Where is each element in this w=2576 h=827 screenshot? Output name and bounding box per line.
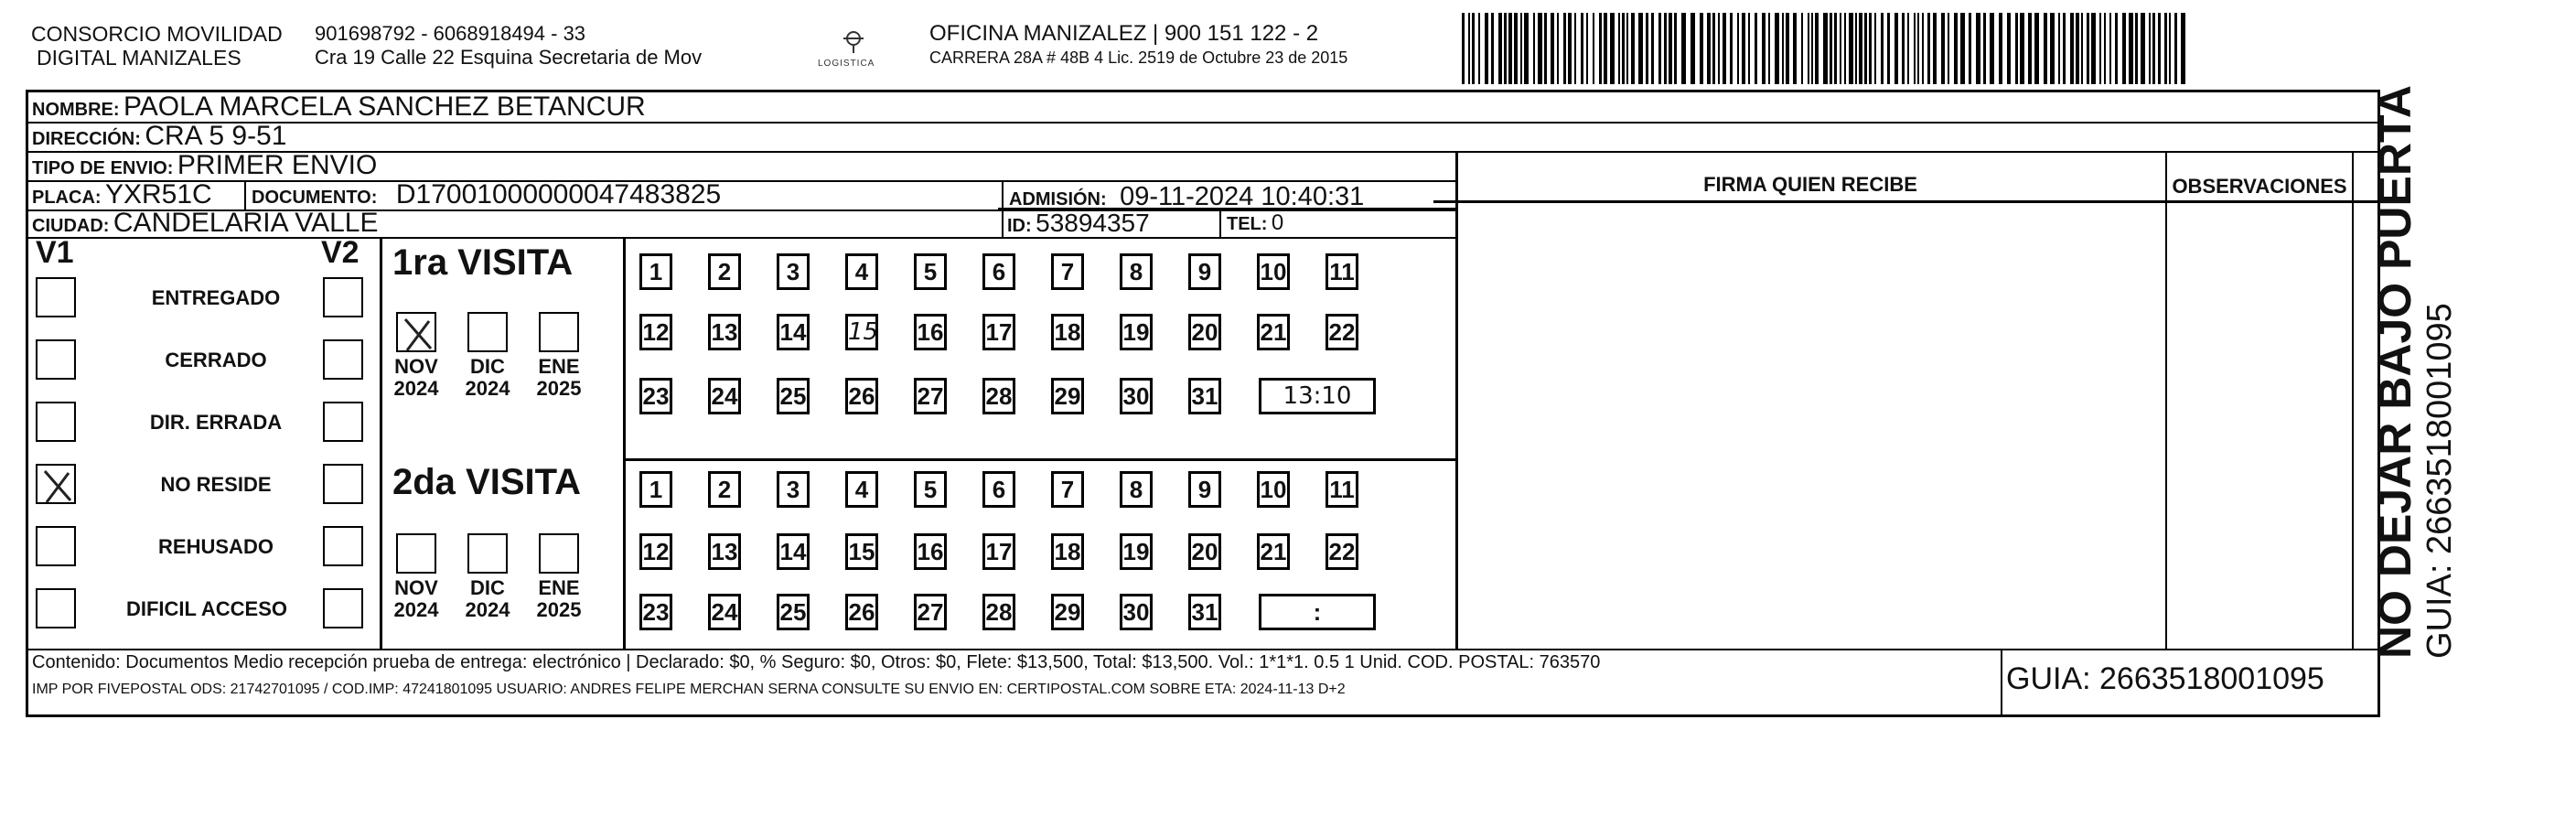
day-box[interactable]: 31	[1188, 378, 1221, 414]
admision-value: 09-11-2024 10:40:31	[1120, 182, 1365, 211]
status-label: REHUSADO	[158, 535, 274, 558]
v2-checkbox[interactable]	[323, 402, 363, 442]
placa-label: PLACA:	[32, 188, 102, 208]
day-box[interactable]: 7	[1051, 471, 1084, 508]
month-checkbox[interactable]	[539, 312, 579, 352]
day-box[interactable]: 18	[1051, 314, 1084, 350]
day-box[interactable]: 15	[845, 314, 878, 350]
footer-print-info: IMP POR FIVEPOSTAL ODS: 21742701095 / COD.IMP: 47241801095 USUARIO: ANDRES FELIPE MERCHAN SERNA CONSULTE SU ENVIO EN: CERTIPOSTAL.COM SOBRE ETA: 2024-11-13 D+2	[32, 682, 1346, 697]
day-box[interactable]: 20	[1188, 533, 1221, 570]
tipo-envio-label: TIPO DE ENVIO:	[32, 158, 174, 178]
month-checkbox[interactable]	[396, 312, 436, 352]
day-box[interactable]: 25	[777, 594, 810, 630]
day-box[interactable]: 21	[1257, 314, 1290, 350]
status-label: ENTREGADO	[151, 286, 281, 309]
visit2-months	[381, 460, 623, 649]
placa-value: YXR51C	[105, 179, 212, 209]
v2-checkbox[interactable]	[323, 339, 363, 380]
day-box[interactable]: 9	[1188, 471, 1221, 508]
v1-checkbox[interactable]	[36, 339, 76, 380]
v1-checkbox[interactable]	[36, 277, 76, 317]
v2-checkbox[interactable]	[323, 464, 363, 504]
side-notice-guia: GUIA: 2663518001095	[2420, 303, 2459, 659]
day-box[interactable]: 25	[777, 378, 810, 414]
handwritten-x-mark-icon	[398, 314, 438, 354]
day-box[interactable]: 10	[1257, 253, 1290, 290]
visit1-days	[625, 239, 1455, 458]
day-box[interactable]: 8	[1120, 471, 1153, 508]
firma-header: FIRMA QUIEN RECIBE	[1703, 173, 1917, 196]
time-box[interactable]: 13:10	[1259, 378, 1376, 414]
nombre-label: NOMBRE:	[32, 100, 120, 120]
day-box[interactable]: 1	[639, 253, 672, 290]
day-box[interactable]: 22	[1326, 314, 1358, 350]
day-box[interactable]: 27	[914, 594, 947, 630]
day-box[interactable]: 6	[982, 471, 1015, 508]
company-phones: 901698792 - 6068918494 - 33	[315, 22, 586, 45]
day-box[interactable]: 4	[845, 471, 878, 508]
day-box[interactable]: 23	[639, 594, 672, 630]
direccion-label: DIRECCIÓN:	[32, 129, 141, 149]
day-box[interactable]: 1	[639, 471, 672, 508]
handwritten-x-mark-icon	[38, 466, 78, 506]
side-notice	[2369, 85, 2459, 659]
month-label: ENE 2025	[536, 355, 582, 400]
month-label: ENE 2025	[536, 576, 582, 621]
month-label: DIC 2024	[465, 355, 510, 400]
day-box[interactable]: 20	[1188, 314, 1221, 350]
tel-value: 0	[1271, 210, 1284, 235]
status-label: DIFICIL ACCESO	[125, 597, 287, 620]
office-line2: CARRERA 28A # 48B 4 Lic. 2519 de Octubre 23 de 2015	[929, 48, 1348, 67]
day-box[interactable]: 9	[1188, 253, 1221, 290]
day-box[interactable]: 18	[1051, 533, 1084, 570]
day-box[interactable]: 17	[982, 314, 1015, 350]
company-address: Cra 19 Calle 22 Esquina Secretaria de Mov	[315, 46, 703, 69]
side-notice-title: NO DEJAR BAJO PUERTA	[2369, 85, 2420, 659]
day-box[interactable]: 28	[982, 594, 1015, 630]
day-box[interactable]: 26	[845, 594, 878, 630]
day-box[interactable]: 29	[1051, 594, 1084, 630]
day-box[interactable]: 19	[1120, 314, 1153, 350]
day-box[interactable]: 24	[708, 594, 741, 630]
day-box[interactable]: 17	[982, 533, 1015, 570]
tipo-envio-value: PRIMER ENVIO	[177, 150, 378, 180]
day-box[interactable]: 12	[639, 314, 672, 350]
footer-content: Contenido: Documentos Medio recepción prueba de entrega: electrónico | Declarado: $0, % Seguro: $0, Otros: $0, Flete: $13,500, Total: $13,500. Vol.: 1*1*1. 0.5 1 Unid. COD. POSTAL: 763570	[32, 652, 1601, 672]
day-box[interactable]: 2	[708, 471, 741, 508]
logo-text: LOGISTICA	[818, 59, 875, 69]
day-box[interactable]: 30	[1120, 594, 1153, 630]
v2-checkbox[interactable]	[323, 588, 363, 628]
day-box[interactable]: 13	[708, 533, 741, 570]
month-checkbox[interactable]	[467, 312, 508, 352]
barcode	[1462, 13, 2194, 84]
month-label: DIC 2024	[465, 576, 510, 621]
day-box[interactable]: 13	[708, 314, 741, 350]
day-box[interactable]: 2	[708, 253, 741, 290]
delivery-form	[26, 90, 2380, 717]
day-box[interactable]: 27	[914, 378, 947, 414]
observations-area[interactable]	[2169, 204, 2350, 647]
visit1-months	[381, 239, 623, 458]
time-box[interactable]: :	[1259, 594, 1376, 630]
day-box[interactable]: 30	[1120, 378, 1153, 414]
ciudad-value: CANDELARIA VALLE	[113, 208, 379, 238]
footer-guia: GUIA: 2663518001095	[2006, 661, 2324, 696]
day-box[interactable]: 5	[914, 471, 947, 508]
day-box[interactable]: 16	[914, 533, 947, 570]
office-info	[929, 22, 1347, 70]
day-box[interactable]: 10	[1257, 471, 1290, 508]
day-box[interactable]: 31	[1188, 594, 1221, 630]
v1-checkbox[interactable]	[36, 402, 76, 442]
day-box[interactable]: 21	[1257, 533, 1290, 570]
day-box[interactable]: 16	[914, 314, 947, 350]
day-box[interactable]: 3	[777, 253, 810, 290]
v2-checkbox[interactable]	[323, 277, 363, 317]
company-contact	[315, 22, 702, 70]
documento-value: D17001000000047483825	[395, 179, 722, 209]
observaciones-header: OBSERVACIONES	[2172, 175, 2347, 198]
visit2-title: 2da VISITA	[392, 462, 581, 502]
day-box[interactable]: 5	[914, 253, 947, 290]
month-checkbox[interactable]	[539, 533, 579, 574]
status-label: CERRADO	[165, 349, 267, 371]
company-line1: CONSORCIO MOVILIDAD	[31, 22, 283, 46]
tel-label: TEL:	[1227, 214, 1268, 234]
month-label: NOV 2024	[393, 576, 439, 621]
day-box[interactable]: 11	[1326, 253, 1358, 290]
company-name	[31, 22, 283, 70]
barcode-gap	[2185, 13, 2187, 84]
day-box[interactable]: 3	[777, 471, 810, 508]
visit2-days	[625, 460, 1455, 649]
v1-checkbox[interactable]	[36, 526, 76, 566]
day-box[interactable]: 24	[708, 378, 741, 414]
day-box[interactable]: 26	[845, 378, 878, 414]
v2-header: V2	[321, 235, 360, 270]
id-label: ID:	[1007, 216, 1032, 236]
status-label: DIR. ERRADA	[149, 411, 283, 434]
logistics-logo	[812, 24, 895, 75]
v1-checkbox[interactable]	[36, 464, 76, 504]
day-box[interactable]: 28	[982, 378, 1015, 414]
day-box[interactable]: 14	[777, 533, 810, 570]
signature-area[interactable]	[1459, 204, 2163, 647]
day-box[interactable]: 6	[982, 253, 1015, 290]
day-box[interactable]: 14	[777, 314, 810, 350]
v1-header: V1	[36, 235, 74, 270]
v1-checkbox[interactable]	[36, 588, 76, 628]
documento-label: DOCUMENTO:	[252, 188, 378, 208]
day-box[interactable]: 8	[1120, 253, 1153, 290]
month-label: NOV 2024	[393, 355, 439, 400]
day-box[interactable]: 29	[1051, 378, 1084, 414]
day-box[interactable]: 7	[1051, 253, 1084, 290]
ciudad-label: CIUDAD:	[32, 216, 110, 236]
id-value: 53894357	[1036, 209, 1150, 237]
day-box[interactable]: 4	[845, 253, 878, 290]
status-label: NO RESIDE	[160, 473, 272, 496]
day-box[interactable]: 23	[639, 378, 672, 414]
day-box[interactable]: 11	[1326, 471, 1358, 508]
month-checkbox[interactable]	[396, 533, 436, 574]
day-box[interactable]: 22	[1326, 533, 1358, 570]
company-line2: DIGITAL MANIZALES	[37, 46, 242, 70]
day-box[interactable]: 12	[639, 533, 672, 570]
month-checkbox[interactable]	[467, 533, 508, 574]
admision-label: ADMISIÓN:	[1009, 189, 1107, 209]
nombre-value: PAOLA MARCELA SANCHEZ BETANCUR	[123, 91, 646, 122]
direccion-value: CRA 5 9-51	[145, 121, 287, 151]
day-box[interactable]: 19	[1120, 533, 1153, 570]
day-box[interactable]: 15	[845, 533, 878, 570]
office-line1: OFICINA MANIZALEZ | 900 151 122 - 2	[929, 21, 1319, 46]
tel-cell	[1227, 208, 1283, 242]
visit1-title: 1ra VISITA	[392, 242, 574, 283]
status-checklist	[28, 235, 380, 649]
v2-checkbox[interactable]	[323, 526, 363, 566]
